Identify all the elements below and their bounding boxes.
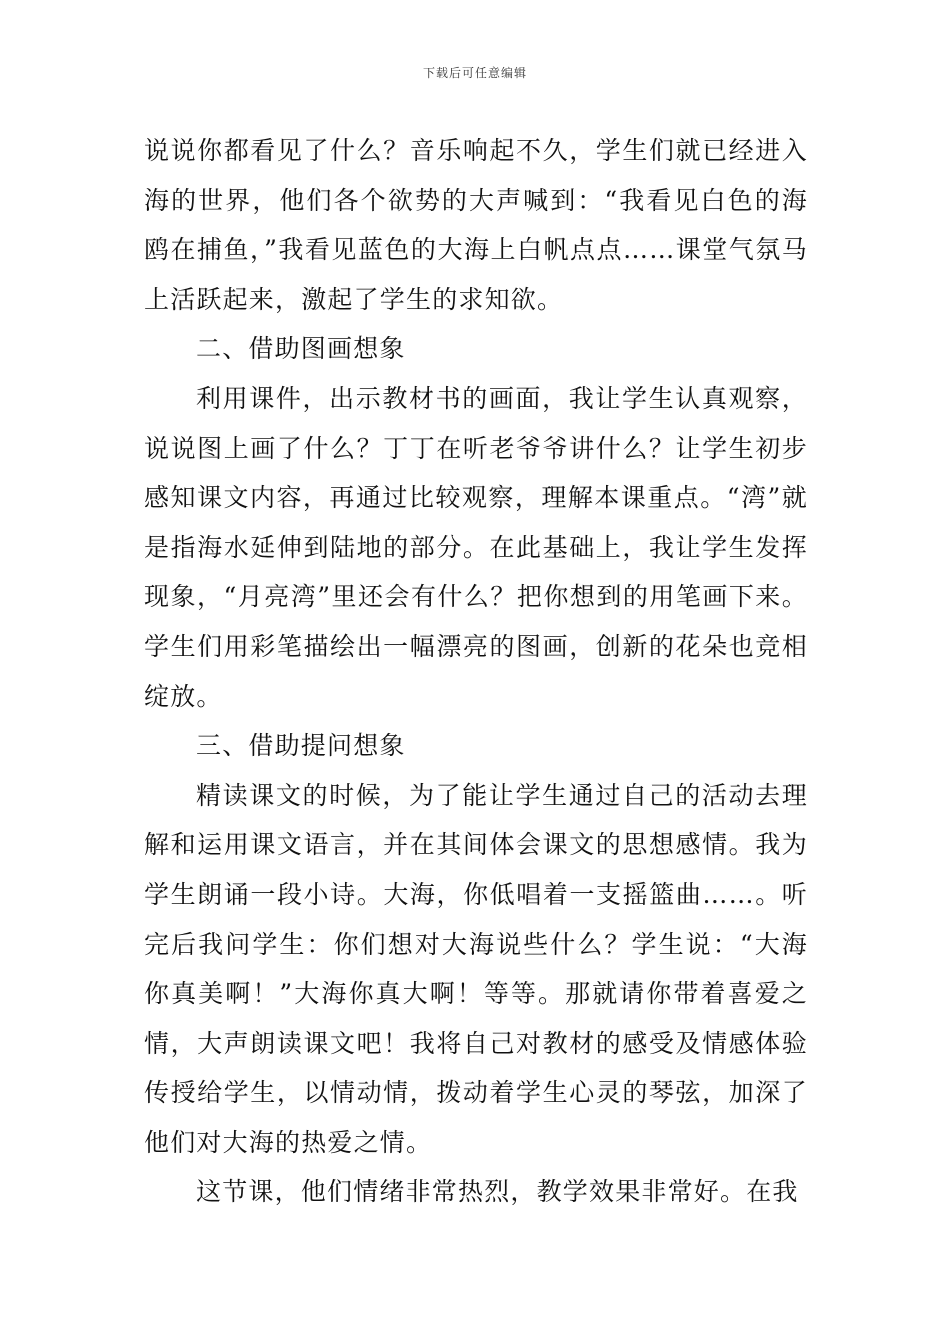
document-body xyxy=(144,126,808,1217)
paragraph-2: 利用课件，出示教材书的画面，我让学生认真观察，说说图上画了什么？丁丁在听老爷爷讲什么？让学生初步感知课文内容，再通过比较观察，理解本课重点。“湾”就是指海水延伸到陆地的部分。在此基础上，我让学生发挥现象，“月亮湾”里还会有什么？把你想到的用笔画下来。学生们用彩笔描绘出一幅漂亮的图画，创新的花朵也竞相绽放。 xyxy=(144,383,808,711)
section-heading-2: 二、借助图画想象 xyxy=(196,334,406,364)
paragraph-1: 说说你都看见了什么？音乐响起不久，学生们就已经进入海的世界，他们各个欲势的大声喊到：“我看见白色的海鸥在捕鱼，”我看见蓝色的大海上白帆点点……课堂气氛马上活跃起来，激起了学生的求知欲。 xyxy=(144,136,808,314)
paragraph-4: 这节课，他们情绪非常热烈，教学效果非常好。在我 xyxy=(196,1177,799,1207)
page-header: 下载后可任意编辑 xyxy=(422,66,527,80)
paragraph-3: 精读课文的时候，为了能让学生通过自己的活动去理解和运用课文语言，并在其间体会课文的思想感情。我为学生朗诵一段小诗。大海，你低唱着一支摇篮曲……。听完后我问学生：你们想对大海说些什么？学生说：“大海你真美啊！”大海你真大啊！等等。那就请你带着喜爱之情，大声朗读课文吧！我将自己对教材的感受及情感体验传授给学生，以情动情，拨动着学生心灵的琴弦，加深了他们对大海的热爱之情。 xyxy=(144,780,808,1157)
section-heading-3: 三、借助提问想象 xyxy=(196,731,406,761)
